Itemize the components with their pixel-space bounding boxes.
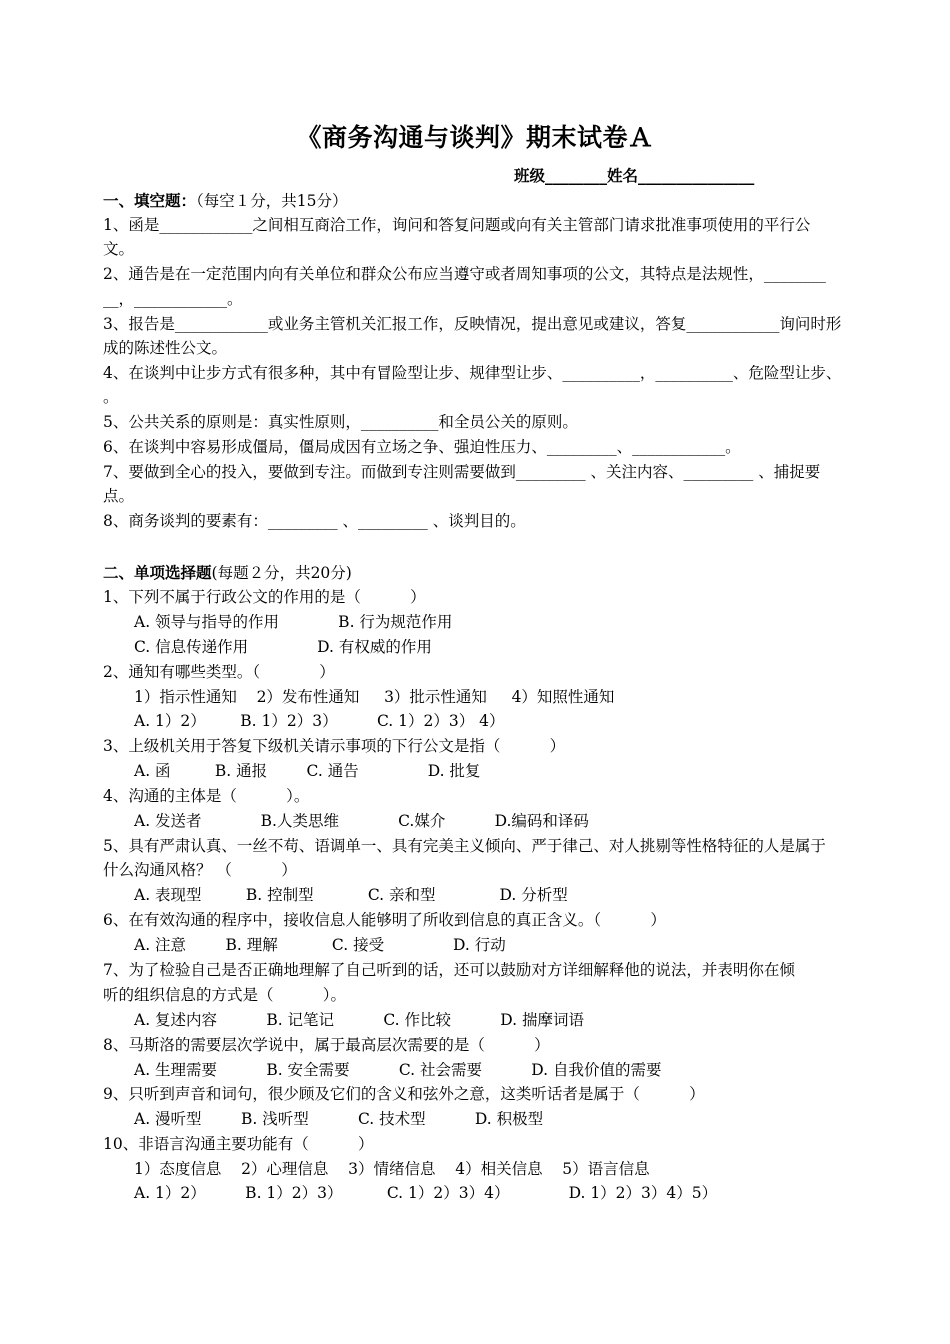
s1-line: 5、公共关系的原则是：真实性原则，__________和全员公关的原则。 [103,413,578,431]
s1-line: 。 [103,388,119,406]
options: A. 复述内容 B. 记笔记 C. 作比较 D. 揣摩词语 [134,1011,584,1029]
question: 5、具有严肃认真、一丝不苟、语调单一、具有完美主义倾向、严于律己、对人挑剔等性格特征的人是属于 [103,837,826,855]
section2-heading: 二、单项选择题 [103,563,212,582]
name-blank: _______________ [638,166,755,185]
options: A. 生理需要 B. 安全需要 C. 社会需要 D. 自我价值的需要 [134,1061,662,1079]
question: 9、只听到声音和词句，很少顾及它们的含义和弦外之意，这类听话者是属于（ ） [103,1085,705,1103]
options: A. 函 B. 通报 C. 通告 D. 批复 [134,762,481,780]
options: C. 信息传递作用 D. 有权威的作用 [134,638,432,656]
s1-line: 点。 [103,487,135,505]
question: 2、通知有哪些类型。（ ） [103,663,335,681]
question: 10、非语言沟通主要功能有（ ） [103,1135,374,1153]
s1-line: 文。 [103,240,135,258]
options: A. 表现型 B. 控制型 C. 亲和型 D. 分析型 [134,886,568,904]
exam-title: 《商务沟通与谈判》期末试卷Ａ [296,123,654,152]
sub-items: 1）指示性通知 2）发布性通知 3）批示性通知 4）知照性通知 [134,688,615,706]
section2-heading-line [103,561,853,585]
s1-line: 6、在谈判中容易形成僵局，僵局成因有立场之争、强迫性压力、_________、____________。 [103,438,741,456]
sub-items: 1）态度信息 2）心理信息 3）情绪信息 4）相关信息 5）语言信息 [134,1160,650,1178]
question: 7、为了检验自己是否正确地理解了自己听到的话，还可以鼓励对方详细解释他的说法，并表明你在倾 [103,961,795,979]
question: 3、上级机关用于答复下级机关请示事项的下行公文是指（ ） [103,737,566,755]
s1-line: __，____________。 [103,290,243,308]
s1-line: 2、通告是在一定范围内向有关单位和群众公布应当遵守或者周知事项的公文，其特点是法规性，________ [103,265,826,283]
options: A. 漫听型 B. 浅听型 C. 技术型 D. 积极型 [134,1110,544,1128]
class-blank: ________ [545,166,608,185]
question: 1、下列不属于行政公文的作用的是（ ） [103,588,426,606]
options: A. 注意 B. 理解 C. 接受 D. 行动 [134,936,506,954]
section2-note: (每题２分，共20分) [211,564,352,582]
s1-line: 1、函是____________之间相互商洽工作，询问和答复问题或向有关主管部门请求批准事项使用的平行公 [103,216,811,234]
options: A. 领导与指导的作用 B. 行为规范作用 [134,613,453,631]
options: A. 1）2） B. 1）2）3） C. 1）2）3）4） D. 1）2）3）4）5） [134,1184,718,1202]
class-label: 班级 [514,166,546,185]
s1-line: 7、要做到全心的投入，要做到专注。而做到专注则需要做到_________ 、关注内容、_________ 、捕捉要 [103,463,821,481]
options: A. 发送者 B.人类思维 C.媒介 D.编码和译码 [134,812,589,830]
question: 4、沟通的主体是（ ）。 [103,787,310,805]
s1-line: 8、商务谈判的要素有：_________ 、_________ 、谈判目的。 [103,512,526,530]
question-cont: 听的组织信息的方式是（ ）。 [103,986,347,1004]
question-cont: 什么沟通风格？ （ ） [103,861,297,879]
s1-line: 4、在谈判中让步方式有很多种，其中有冒险型让步、规律型让步、__________，__________、危险型让步、 [103,364,842,382]
question: 6、在有效沟通的程序中，接收信息人能够明了所收到信息的真正含义。（ ） [103,911,666,929]
options: A. 1）2） B. 1）2）3） C. 1）2）3） 4） [134,712,505,730]
s1-line: 成的陈述性公文。 [103,339,228,357]
question: 8、马斯洛的需要层次学说中，属于最高层次需要的是（ ） [103,1036,550,1054]
section1-heading-line [103,189,853,213]
s1-line: 3、报告是____________或业务主管机关汇报工作，反映情况，提出意见或建议，答复____________询问时形 [103,315,842,333]
section1-note: （每空１分，共15分） [196,192,348,210]
name-label: 姓名 [607,166,639,185]
class-name-line [514,164,754,186]
section1-heading: 一、填空题： [103,191,197,210]
